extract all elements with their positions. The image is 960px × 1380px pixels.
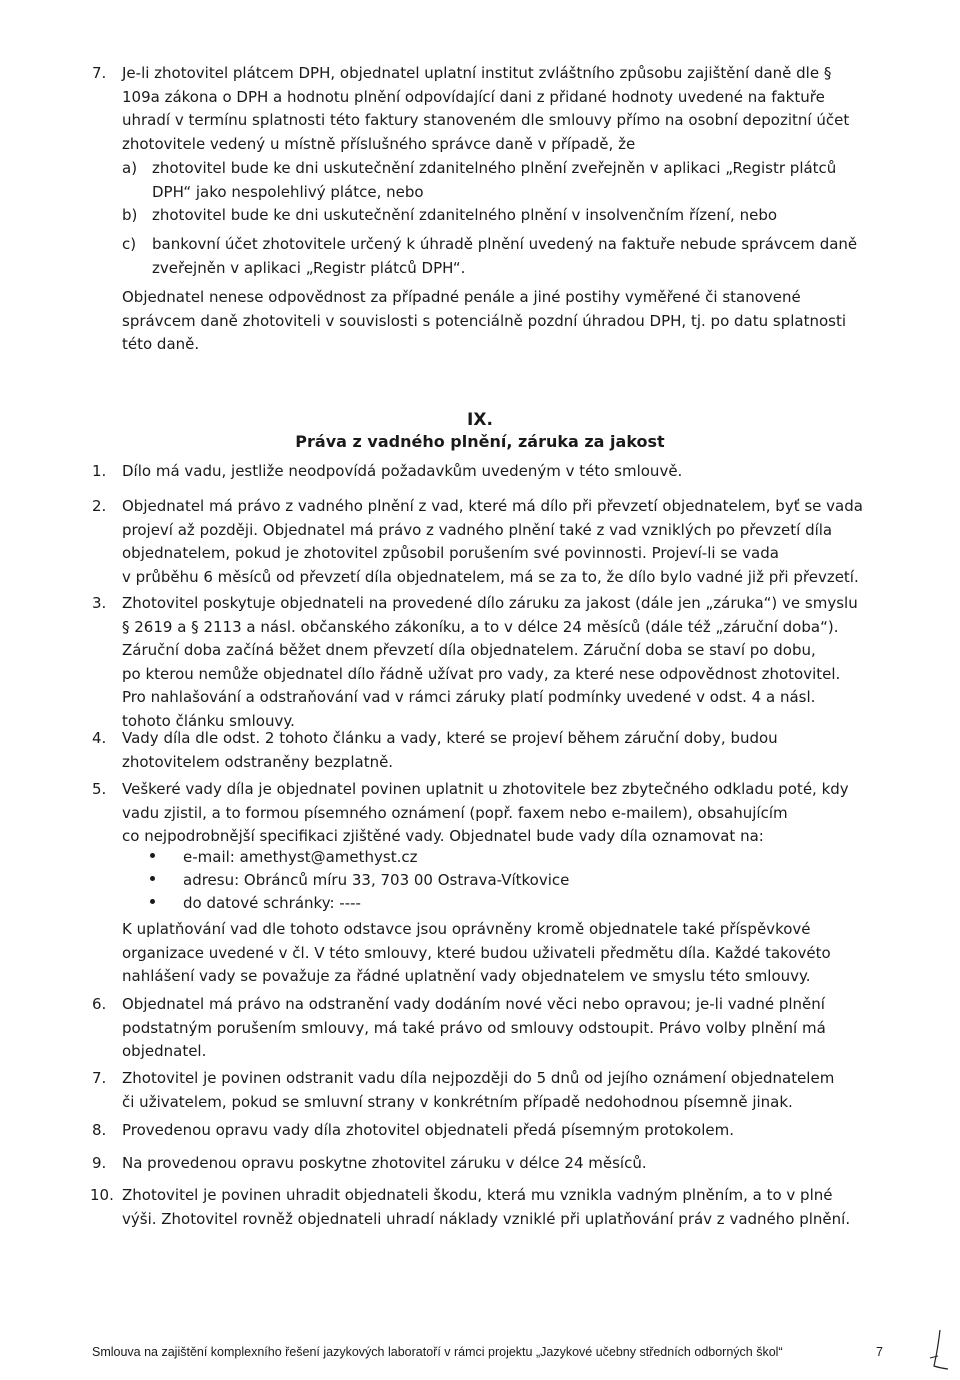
top-item-text <box>122 62 870 156</box>
text-line: objednatelem, pokud je zhotovitel způsobil porušením své povinnosti. Projeví-li se vada <box>122 544 779 562</box>
text-line: bankovní účet zhotovitele určený k úhradě plnění uvedený na faktuře nebude správcem daně <box>152 235 858 253</box>
email-contact: e-mail: amethyst@amethyst.cz <box>183 848 418 866</box>
text-line: správcem daně zhotoviteli v souvislosti s potenciálně pozdní úhradou DPH, tj. po datu splatnosti <box>122 311 847 330</box>
item-text <box>122 460 682 484</box>
item-number: 2. <box>92 497 107 515</box>
text-line: uhradí v termínu splatnosti této faktury stanoveném dle smlouvy přímo na osobní depozitní účet <box>122 111 850 129</box>
bullet-dot <box>150 899 155 904</box>
text-line: výši. Zhotovitel rovněž objednateli uhradí náklady vzniklé při uplatňování práv z vadného plnění. <box>122 1209 851 1228</box>
subitem-text <box>152 157 836 204</box>
text-line: Zhotovitel je povinen odstranit vadu díla nejpozději do 5 dnů od jejího oznámení objednatelem <box>122 1069 835 1087</box>
subitem-label: c) <box>122 235 137 253</box>
text-line: Objednatel nenese odpovědnost za případné penále a jiné postihy vyměřené či stanovené <box>122 288 801 306</box>
text-line: této daně. <box>122 335 200 353</box>
text-line: v průběhu 6 měsíců od převzetí díla objednatelem, má se za to, že dílo bylo vadné již při převzetí. <box>122 567 859 586</box>
text-line: zhotovitel bude ke dni uskutečnění zdanitelného plnění zveřejněn v aplikaci „Registr plátců <box>152 159 837 177</box>
text-line: Zhotovitel poskytuje objednateli na provedené dílo záruku za jakost (dále jen „záruka“) ve smyslu <box>122 594 858 612</box>
contact-bullet <box>150 892 361 915</box>
section-title: Práva z vadného plnění, záruka za jakost <box>295 432 665 451</box>
text-line: Pro nahlašování a odstraňování vad v rámci záruky platí podmínky uvedené v odst. 4 a násl. <box>122 688 816 706</box>
item-number: 10. <box>90 1186 114 1204</box>
databox-contact: do datové schránky: ---- <box>183 894 361 912</box>
subitem-label: a) <box>122 159 138 177</box>
text-line: či uživatelem, pokud se smluvní strany v konkrétním případě nedohodnou písemně jinak. <box>122 1092 793 1111</box>
item-text <box>122 918 831 989</box>
text-line: Vady díla dle odst. 2 tohoto článku a vady, které se projeví během záruční doby, budou <box>122 729 778 747</box>
text-line: nahlášení vady se považuje za řádné uplatnění vady objednatelem ve smyslu této smlouvy. <box>122 967 811 985</box>
text-line: co nejpodrobnější specifikaci zjištěné vady. Objednatel bude vady díla oznamovat na: <box>122 827 764 845</box>
address-contact: adresu: Obránců míru 33, 703 00 Ostrava-Vítkovice <box>183 871 570 889</box>
contact-bullet <box>150 869 569 892</box>
text-line: zhotovitel bude ke dni uskutečnění zdanitelného plnění v insolvenčním řízení, nebo <box>152 206 778 224</box>
item-text <box>122 1152 647 1176</box>
item-number: 8. <box>92 1121 107 1139</box>
bullet-dot <box>150 876 155 881</box>
text-line: po kterou nemůže objednatel dílo řádně užívat pro vady, za které nese odpovědnost zhotovitel. <box>122 664 841 683</box>
text-line: projeví až později. Objednatel má právo z vadného plnění také z vad vzniklých po převzetí díla <box>122 520 833 539</box>
text-line: tohoto článku smlouvy. <box>122 711 295 730</box>
text-line: DPH“ jako nespolehlivý plátce, nebo <box>152 182 424 201</box>
text-line: § 2619 a § 2113 a násl. občanského zákoníku, a to v délce 24 měsíců (dále též „záruční doba“). <box>122 617 839 636</box>
subitem-text <box>152 233 857 280</box>
item-number: 5. <box>92 780 107 798</box>
text-line: Na provedenou opravu poskytne zhotovitel záruku v délce 24 měsíců. <box>122 1154 647 1172</box>
contact-bullet <box>150 846 417 869</box>
handwritten-initial <box>926 1328 952 1374</box>
item-number: 7. <box>92 64 107 82</box>
text-line: K uplatňování vad dle tohoto odstavce jsou oprávněny kromě objednatele také příspěvkové <box>122 920 811 938</box>
text-line: Veškeré vady díla je objednatel povinen uplatnit u zhotovitele bez zbytečného odkladu poté, kdy <box>122 780 849 798</box>
item-text <box>122 778 849 849</box>
text-line: Záruční doba začíná běžet dnem převzetí díla objednatelem. Záruční doba se staví po dobu, <box>122 641 816 659</box>
footer-text: Smlouva na zajištění komplexního řešení jazykových laboratoří v rámci projektu „Jazykové učebny středních odborných škol“ <box>92 1345 783 1359</box>
text-line: Objednatel má právo na odstranění vady dodáním nové věci nebo opravou; je-li vadné plnění <box>122 995 825 1013</box>
item-text <box>122 727 778 774</box>
text-line: zhotovitelem odstraněny bezplatně. <box>122 752 394 771</box>
item-number: 9. <box>92 1154 107 1172</box>
item-text <box>122 1184 850 1231</box>
text-line: zhotovitele vedený u místně příslušného správce daně v případě, že <box>122 134 636 153</box>
item-number: 4. <box>92 729 107 747</box>
text-line: Objednatel má právo z vadného plnění z vad, které má dílo při převzetí objednatelem, byť se vada <box>122 497 863 515</box>
text-line: Provedenou opravu vady díla zhotovitel objednateli předá písemným protokolem. <box>122 1121 734 1139</box>
closing-paragraph <box>122 286 846 357</box>
subitem-label: b) <box>122 206 138 224</box>
section-number: IX. <box>467 410 493 430</box>
text-line: Zhotovitel je povinen uhradit objednateli škodu, která mu vznikla vadným plněním, a to v plné <box>122 1186 833 1204</box>
item-text <box>122 1067 834 1114</box>
item-text <box>122 495 863 589</box>
text-line: Je-li zhotovitel plátcem DPH, objednatel uplatní institut zvláštního způsobu zajištění daně dle § <box>122 64 832 82</box>
item-number: 7. <box>92 1069 107 1087</box>
page-number: 7 <box>876 1345 883 1359</box>
item-number: 3. <box>92 594 107 612</box>
subitem-text <box>152 204 777 228</box>
text-line: objednatel. <box>122 1042 207 1060</box>
item-text <box>122 993 826 1064</box>
text-line: 109a zákona o DPH a hodnotu plnění odpovídající dani z přidané hodnoty uvedené na faktuře <box>122 87 825 106</box>
item-text <box>122 592 858 733</box>
text-line: organizace uvedené v čl. V této smlouvy, které budou uživateli předmětu díla. Každé takovéto <box>122 943 831 962</box>
item-text <box>122 1119 734 1143</box>
text-line: Dílo má vadu, jestliže neodpovídá požadavkům uvedeným v této smlouvě. <box>122 462 683 480</box>
item-number: 1. <box>92 462 107 480</box>
bullet-dot <box>150 853 155 858</box>
item-number: 6. <box>92 995 107 1013</box>
text-line: vadu zjistil, a to formou písemného oznámení (popř. faxem nebo e-mailem), obsahujícím <box>122 803 788 822</box>
text-line: podstatným porušením smlouvy, má také právo od smlouvy odstoupit. Právo volby plnění má <box>122 1018 826 1037</box>
text-line: zveřejněn v aplikaci „Registr plátců DPH“. <box>152 258 466 277</box>
